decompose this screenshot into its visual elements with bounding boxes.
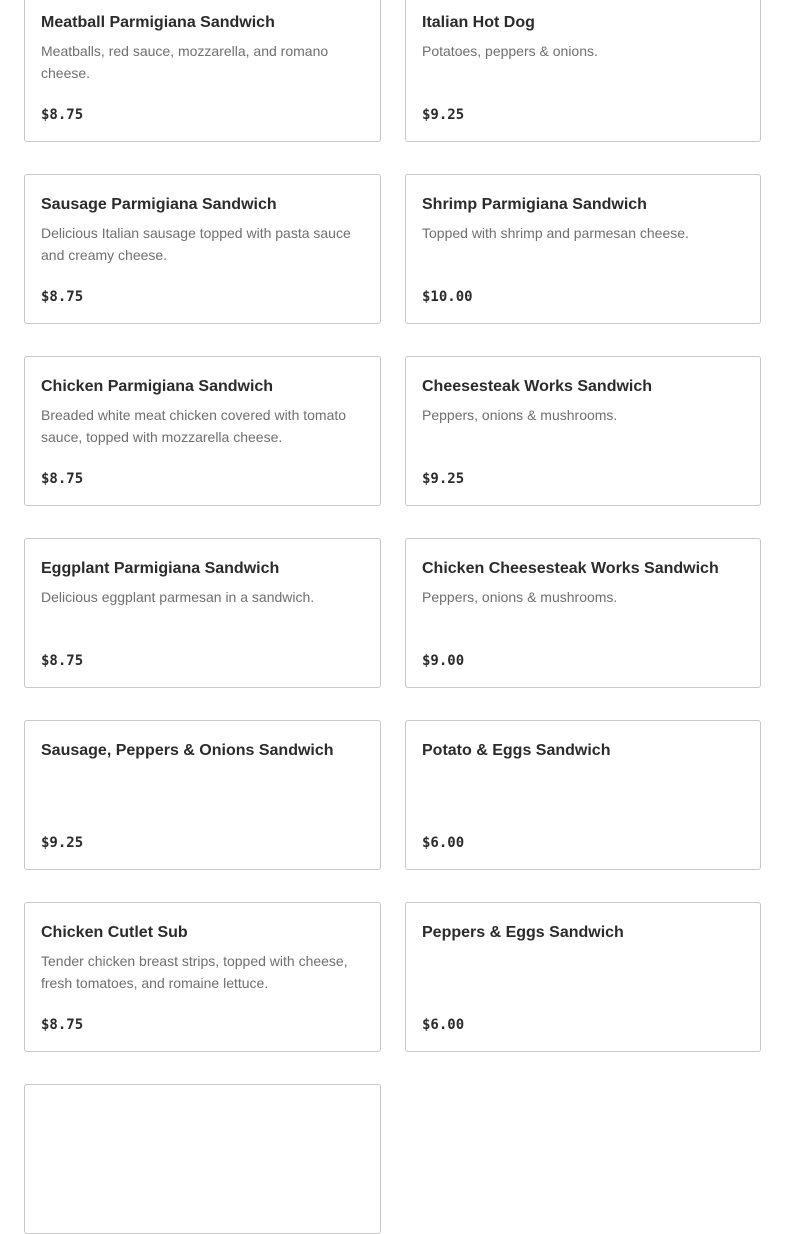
menu-item-name: Meatball Parmigiana Sandwich	[41, 14, 275, 31]
menu-item-price: $6.00	[422, 835, 465, 851]
menu-item-card[interactable]	[405, 356, 761, 506]
menu-item-card[interactable]	[405, 538, 761, 688]
menu-item-price: $8.75	[41, 653, 84, 669]
menu-item-card[interactable]	[24, 538, 381, 688]
menu-item-price: $10.00	[422, 289, 473, 305]
menu-item-price: $9.25	[422, 471, 465, 487]
menu-items-grid	[24, 0, 761, 1234]
menu-item-card[interactable]	[405, 720, 761, 870]
menu-item-description: Potatoes, peppers & onions.	[422, 43, 598, 59]
menu-item-name: Italian Hot Dog	[422, 14, 535, 31]
menu-item-name: Cheesesteak Works Sandwich	[422, 378, 653, 395]
menu-item-description: Tender chicken breast strips, topped with cheese, fresh tomatoes, and romaine lettuce.	[41, 953, 348, 991]
menu-item-price: $8.75	[41, 1017, 84, 1033]
menu-item-card[interactable]	[24, 174, 381, 324]
menu-item-description: Breaded white meat chicken covered with tomato sauce, topped with mozzarella cheese.	[41, 407, 347, 445]
menu-item-price: $9.25	[41, 835, 84, 851]
menu-item-card[interactable]	[24, 902, 381, 1052]
menu-item-price: $9.00	[422, 653, 465, 669]
menu-item-name: Potato & Eggs Sandwich	[422, 742, 611, 759]
menu-item-card[interactable]	[405, 0, 761, 142]
menu-item-name: Chicken Cheesesteak Works Sandwich	[422, 560, 719, 577]
menu-item-card[interactable]	[24, 356, 381, 506]
menu-item-price: $8.75	[41, 289, 84, 305]
menu-item-name: Peppers & Eggs Sandwich	[422, 924, 624, 941]
menu-item-name: Chicken Parmigiana Sandwich	[41, 378, 274, 395]
menu-item-price: $8.75	[41, 471, 84, 487]
menu-item-description: Topped with shrimp and parmesan cheese.	[422, 225, 689, 241]
menu-item-description: Peppers, onions & mushrooms.	[422, 407, 618, 423]
menu-item-name: Eggplant Parmigiana Sandwich	[41, 560, 280, 577]
menu-item-card[interactable]	[24, 720, 381, 870]
menu-item-name: Chicken Cutlet Sub	[41, 924, 188, 941]
menu-item-price: $6.00	[422, 1017, 465, 1033]
menu-item-card[interactable]	[405, 902, 761, 1052]
menu-item-name: Sausage Parmigiana Sandwich	[41, 196, 277, 213]
menu-item-card[interactable]	[24, 1084, 381, 1234]
menu-item-name: Shrimp Parmigiana Sandwich	[422, 196, 647, 213]
menu-item-description: Delicious eggplant parmesan in a sandwich.	[41, 589, 315, 605]
menu-item-description: Meatballs, red sauce, mozzarella, and romano cheese.	[41, 43, 329, 81]
menu-item-description: Delicious Italian sausage topped with pasta sauce and creamy cheese.	[41, 225, 351, 263]
menu-item-price: $9.25	[422, 107, 465, 123]
menu-item-name: Sausage, Peppers & Onions Sandwich	[41, 742, 334, 759]
menu-item-card[interactable]	[405, 174, 761, 324]
menu-item-card[interactable]	[24, 0, 381, 142]
menu-item-price: $8.75	[41, 107, 84, 123]
menu-item-description: Peppers, onions & mushrooms.	[422, 589, 618, 605]
